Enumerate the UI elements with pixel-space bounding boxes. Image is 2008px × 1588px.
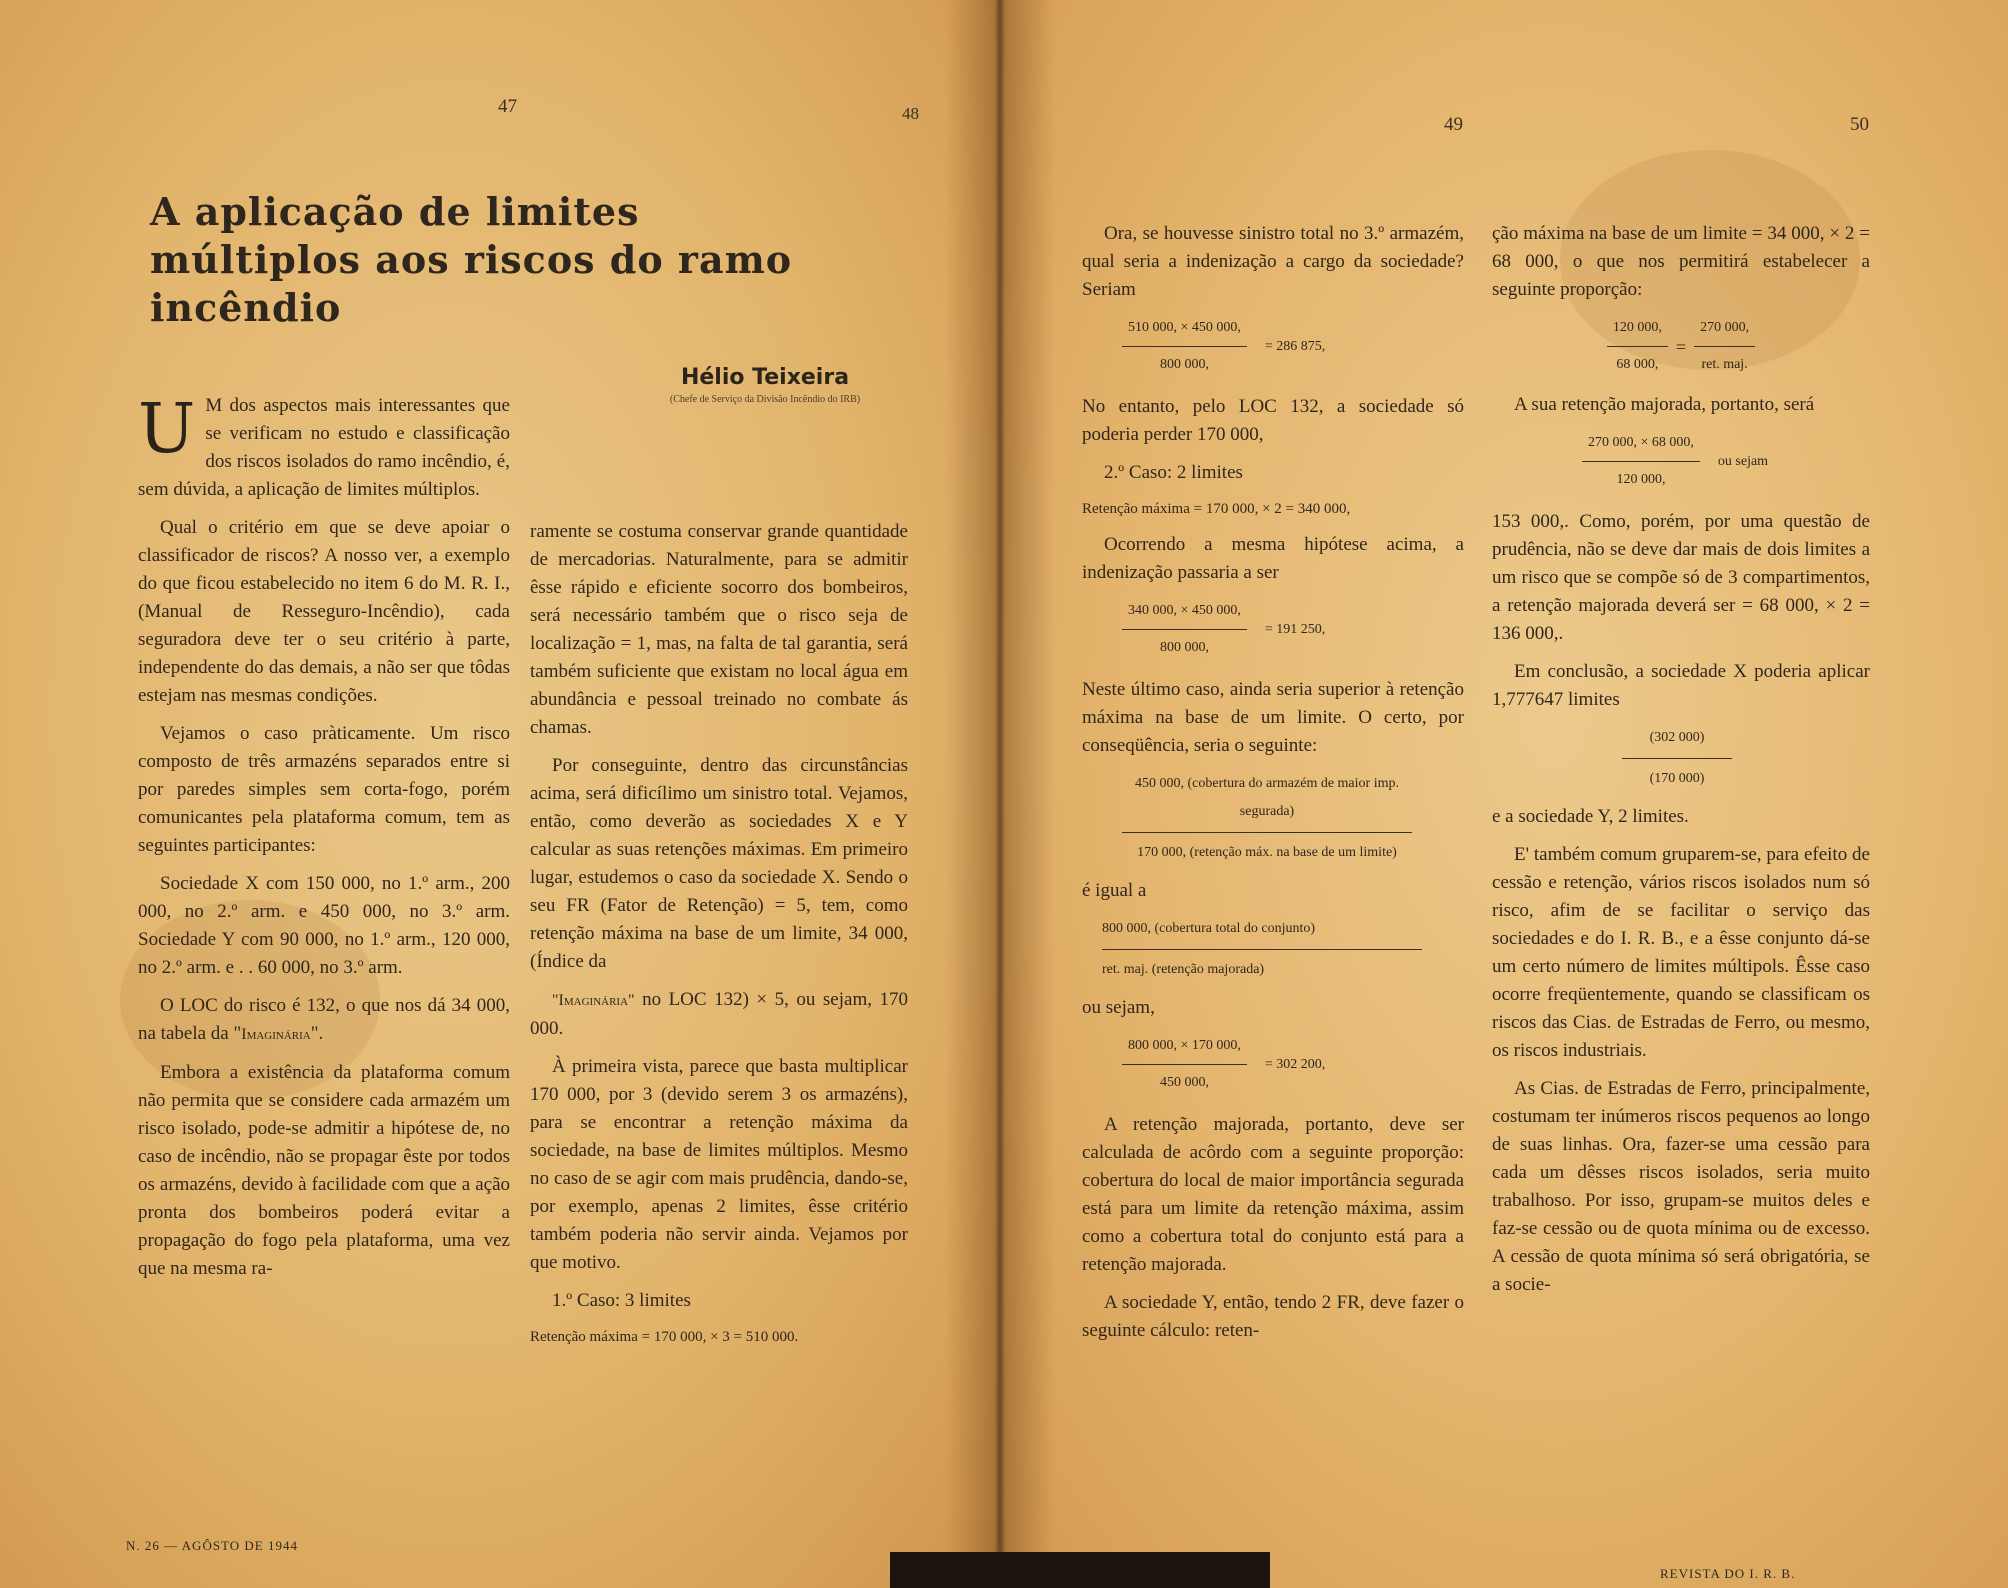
- paragraph: ramente se costuma conservar grande quantidade de mercadorias. Naturalmente, para se admitir êsse rápido e eficiente socorro dos bombeiros, será necessário também que o risco seja de localização = 1, mas, na falta de tal garantia, será também suficiente que existam no local água em abundância e pessoal treinado no combate ás chamas.: [530, 521, 908, 738]
- paragraph: Qual o critério em que se deve apoiar o classificador de riscos? A nosso ver, a exemplo do que ficou estabelecido no item 6 do M. R. I., (Manual de Resseguro-Incêndio), cada seguradora deve ter o seu critério à parte, independente do das demais, a não ser que tôdas estejam nas mesmas condições.: [138, 517, 510, 706]
- fraction-denominator: 68 000,: [1616, 357, 1659, 372]
- fraction-denominator: 120 000,: [1616, 472, 1666, 487]
- author-name: Hélio Teixeira: [680, 365, 850, 390]
- left-page: [0, 0, 1000, 1588]
- left-column-2: [530, 518, 908, 1359]
- page-number: 49: [1444, 114, 1463, 135]
- fraction-result: ou sejam: [1717, 453, 1769, 469]
- fraction-2: [1122, 597, 1464, 662]
- left-column-1: [138, 392, 510, 1293]
- paragraph-text: M dos aspectos mais interessantes que se verificam no estudo e classificação dos riscos isolados do ramo incêndio, é, sem dúvida, a aplicação de limites múltiplos.: [138, 395, 510, 500]
- fraction-numerator: (302 000): [1622, 724, 1732, 759]
- fraction-denominator: 170 000, (retenção máx. na base de um limite): [1137, 845, 1397, 860]
- fraction-5: [1122, 1032, 1464, 1097]
- paragraph: é igual a: [1082, 880, 1147, 901]
- page-footer: REVISTA DO I. R. B.: [1660, 1566, 1796, 1581]
- paragraph: As Cias. de Estradas de Ferro, principalmente, costumam ter inúmeros riscos pequenos ao longo de suas linhas. Ora, fazer-se uma cessão para cada um dêsses riscos isolados, seria muito trabalhoso. Por isso, grupam-se muitos deles e faz-se cessão ou de quota mínima ou de excesso. A cessão de quota mínima só será obrigatória, se a socie-: [1492, 1078, 1870, 1295]
- fraction-denominator: 450 000,: [1159, 1075, 1209, 1090]
- book-gutter: [945, 0, 1055, 1588]
- small-caps-text: Imaginária: [241, 1026, 311, 1043]
- right-column-1: [1082, 220, 1464, 1355]
- drop-cap: U: [138, 390, 196, 469]
- fraction-denominator: ret. maj. (retenção majorada): [1102, 962, 1265, 977]
- author-note: (Chefe de Serviço da Divisão Incêndio do IRB): [669, 394, 861, 405]
- fraction-numerator: 800 000, (cobertura total do conjunto): [1102, 915, 1422, 950]
- title-line-1: A aplicação de limites: [150, 189, 640, 234]
- page-number: 48: [902, 104, 919, 123]
- fraction-numerator: 120 000,: [1607, 314, 1668, 347]
- formula-line: Retenção máxima = 170 000, × 2 = 340 000,: [1082, 501, 1351, 517]
- page-number: 50: [1850, 114, 1869, 135]
- paragraph: À primeira vista, parece que basta multiplicar 170 000, por 3 (devido serem 3 os armazéns), para se encontrar a retenção máxima da sociedade, na base de limites múltiplos. Mesmo no caso de se agir com mais prudência, dando-se, por exemplo, apenas 2 limites, êsse critério também poderia não servir ainda. Vejamos por que motivo.: [530, 1056, 908, 1273]
- paragraph: E' também comum gruparem-se, para efeito de cessão e retenção, vários riscos isolados num só risco, afim de se facilitar o serviço das sociedades e do I. R. B., e a êsse conjunto dá-se um certo número de limites múltipols. Êsse caso ocorre freqüentemente, quando se classificam os riscos das Cias. de Estradas de Ferro, ou mesmo, os riscos industriais.: [1492, 844, 1870, 1061]
- fraction-result: = 191 250,: [1264, 621, 1326, 637]
- title-line-2: múltiplos aos riscos do ramo incêndio: [150, 237, 793, 330]
- paragraph: Ocorrendo a mesma hipótese acima, a indenização passaria a ser: [1082, 534, 1464, 583]
- fraction-denominator: 800 000,: [1159, 640, 1209, 655]
- binding-shadow: [890, 1552, 1270, 1588]
- fraction-numerator: 450 000, (cobertura do armazém de maior imp. segurada): [1122, 770, 1412, 833]
- paragraph: Neste último caso, ainda seria superior à retenção máxima na base de um limite. O certo, por conseqüência, seria o seguinte:: [1082, 679, 1464, 756]
- fraction-numerator: 800 000, × 170 000,: [1122, 1032, 1247, 1065]
- paragraph: Embora a existência da plataforma comum não permita que se considere cada armazém um risco isolado, pode-se admitir a hipótese de, no caso de incêndio, não se propagar êste por todos os armazéns, devido à facilidade com que a ação pronta dos bombeiros poderá evitar a propagação do fogo pela plataforma, uma vez que na mesma ra-: [138, 1062, 510, 1279]
- formula-line: Retenção máxima = 170 000, × 3 = 510 000.: [530, 1329, 799, 1345]
- fraction-6: [1582, 429, 1870, 494]
- paragraph: Sociedade X com 150 000, no 1.º arm., 200 000, no 2.º arm. e 450 000, no 3.º arm. Sociedade Y com 90 000, no 1.º arm., 120 000, no 2.º arm. e . . 60 000, no 3.º arm.: [138, 873, 510, 978]
- page-footer: N. 26 — AGÔSTO DE 1944: [126, 1538, 298, 1553]
- paragraph: [138, 992, 510, 1049]
- equals-sign: =: [1675, 336, 1687, 357]
- paragraph: ou sejam,: [1082, 997, 1155, 1018]
- fraction-result: = 286 875,: [1264, 338, 1326, 354]
- paragraph: e a sociedade Y, 2 limites.: [1492, 806, 1689, 827]
- fraction-denominator: (170 000): [1649, 771, 1705, 786]
- fraction-denominator: 800 000,: [1159, 357, 1209, 372]
- fraction-numerator: 270 000, × 68 000,: [1582, 429, 1700, 462]
- paragraph: [138, 392, 510, 504]
- paragraph: No entanto, pelo LOC 132, a sociedade só poderia perder 170 000,: [1082, 396, 1464, 445]
- paragraph-text: no LOC 132) × 5, ou sejam, 170 000.: [530, 989, 908, 1039]
- paragraph: A retenção majorada, portanto, deve ser calculada de acôrdo com a seguinte proporção: cobertura do local de maior importância segurada está para um limite da retenção máxima, assim como a cobertura total do conjunto está para a retenção majorada.: [1082, 1114, 1464, 1275]
- author-block: [600, 365, 930, 405]
- paragraph: [530, 986, 908, 1043]
- case-heading: 2.º Caso: 2 limites: [1104, 462, 1243, 483]
- fraction-7: [1622, 724, 1732, 793]
- article-title: [150, 188, 930, 332]
- proportion: [1492, 314, 1870, 379]
- fraction-numerator: 510 000, × 450 000,: [1122, 314, 1247, 347]
- right-column-2: [1492, 220, 1870, 1309]
- paragraph: ção máxima na base de um limite = 34 000, × 2 = 68 000, o que nos permitirá estabelecer a seguinte proporção:: [1492, 223, 1870, 300]
- fraction-3: [1122, 770, 1412, 867]
- fraction-4: [1102, 915, 1422, 984]
- paragraph: Em conclusão, a sociedade X poderia aplicar 1,777647 limites: [1492, 661, 1870, 710]
- fraction-1: [1122, 314, 1464, 379]
- page-number: 47: [498, 96, 517, 117]
- paragraph: 153 000,. Como, porém, por uma questão de prudência, não se deve dar mais de dois limites a um risco que se compõe só de 3 compartimentos, a retenção majorada deverá ser = 68 000, × 2 = 136 000,.: [1492, 511, 1870, 644]
- case-heading: 1.º Caso: 3 limites: [552, 1290, 691, 1311]
- paragraph: Por conseguinte, dentro das circunstâncias acima, será dificílimo um sinistro total. Vejamos, então, como deverão as sociedades X e Y calcular as suas retenções máximas. Em primeiro lugar, estudemos o caso da sociedade X. Sendo o seu FR (Fator de Retenção) = 5, tem, como retenção máxima na base de um limite, 34 000, (Índice da: [530, 755, 908, 972]
- fraction-denominator: ret. maj.: [1701, 357, 1748, 372]
- paragraph: A sua retenção majorada, portanto, será: [1514, 394, 1815, 415]
- fraction-numerator: 340 000, × 450 000,: [1122, 597, 1247, 630]
- paragraph-text: ".: [310, 1023, 324, 1044]
- paragraph: Vejamos o caso pràticamente. Um risco composto de três armazéns separados entre si por paredes simples sem corta-fogo, porém comunicantes pela plataforma comum, tem as seguintes participantes:: [138, 723, 510, 856]
- paragraph: Ora, se houvesse sinistro total no 3.º armazém, qual seria a indenização a cargo da sociedade? Seriam: [1082, 223, 1464, 300]
- paragraph: A sociedade Y, então, tendo 2 FR, deve fazer o seguinte cálculo: reten-: [1082, 1292, 1464, 1341]
- small-caps-text: "Imaginária": [552, 992, 635, 1009]
- paragraph-text: O LOC do risco é 132, o que nos dá 34 000, na tabela da ": [138, 995, 510, 1044]
- right-page: [1000, 0, 2008, 1588]
- fraction-numerator: 270 000,: [1694, 314, 1755, 347]
- fraction-result: = 302 200,: [1264, 1056, 1326, 1072]
